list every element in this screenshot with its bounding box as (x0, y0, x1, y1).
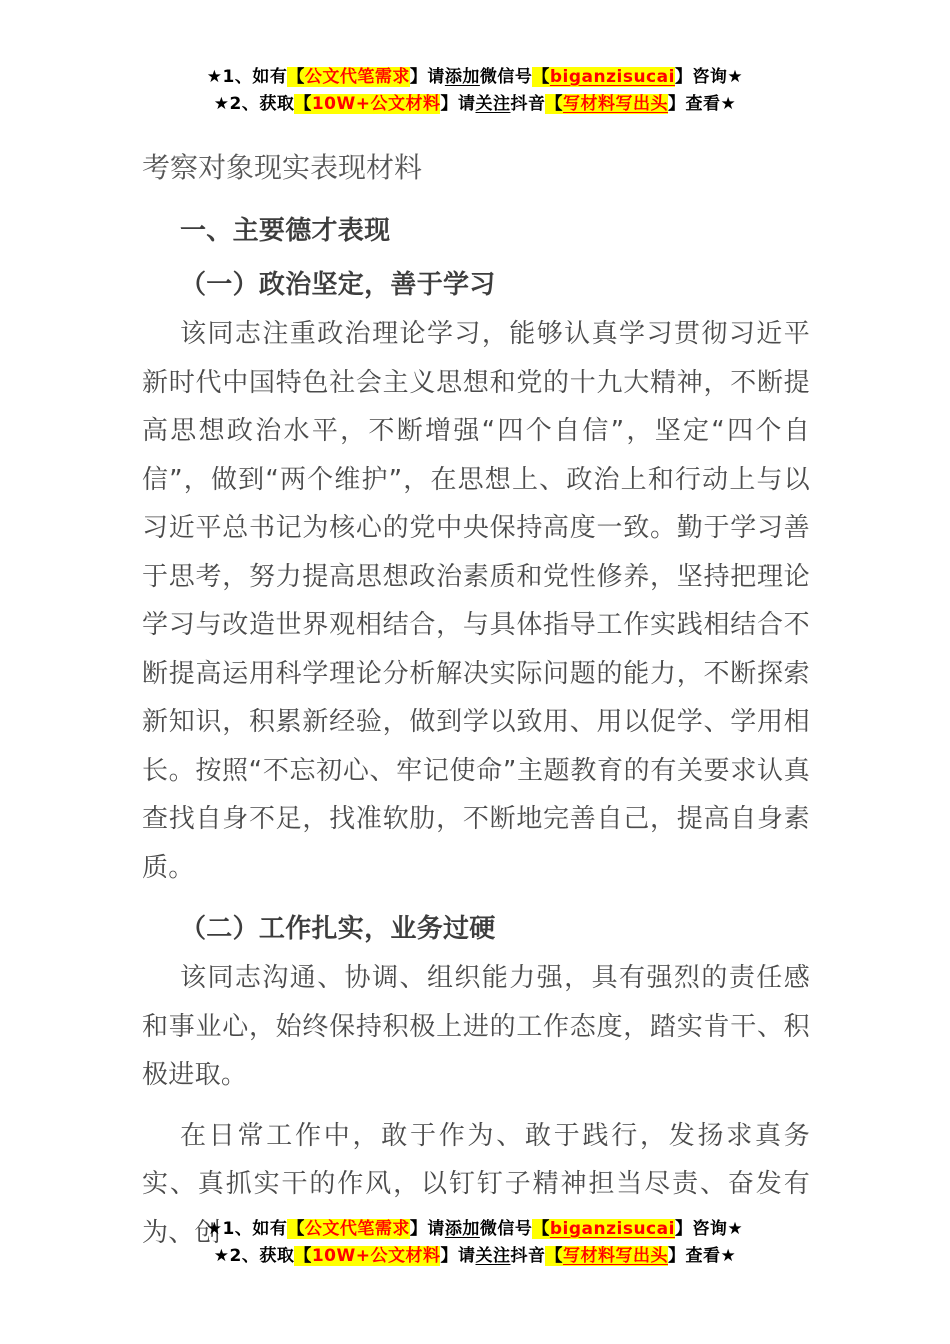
promo-segment: 写材料写出头 (562, 1246, 668, 1266)
document-body (142, 214, 810, 1257)
promo-segment: 】请 (409, 1219, 445, 1239)
promo-segment: 】请 (409, 67, 445, 87)
promo-segment: 公文代笔需求 (304, 67, 410, 87)
promo-segment: 微信号 (479, 67, 533, 87)
promo-segment: 【 (532, 67, 550, 87)
promo-segment: 【 (294, 94, 312, 114)
section-heading: 一、主要德才表现 (180, 216, 391, 246)
promo-segment: 10W+公文材料 (311, 94, 441, 114)
promo-footer-line1 (0, 1216, 950, 1243)
promo-segment: biganzisucai (549, 1219, 675, 1239)
promo-segment: 【 (545, 94, 563, 114)
section-heading: （二）工作扎实，业务过硬 (180, 914, 496, 944)
promo-banner-footer (0, 1216, 950, 1270)
promo-segment: 【 (532, 1219, 550, 1239)
promo-segment: 】咨询★ (674, 1219, 744, 1239)
promo-banner-header (0, 0, 950, 118)
promo-segment: 公文代笔需求 (304, 1219, 410, 1239)
promo-segment: 】查看★ (667, 1246, 737, 1266)
promo-segment: 】请 (440, 94, 476, 114)
promo-segment: 【 (294, 1246, 312, 1266)
promo-segment: 关注 (475, 1246, 511, 1266)
promo-segment: ★1、如有 (206, 1219, 288, 1239)
promo-header-line1 (0, 64, 950, 91)
promo-segment: 【 (545, 1246, 563, 1266)
promo-segment: 抖音 (510, 94, 546, 114)
promo-segment: 添加 (444, 67, 480, 87)
promo-segment: 添加 (444, 1219, 480, 1239)
promo-segment: 写材料写出头 (562, 94, 668, 114)
document-content (142, 152, 810, 1257)
paragraph: 该同志注重政治理论学习，能够认真学习贯彻习近平新时代中国特色社会主义思想和党的十九大精神，不断提高思想政治水平，不断增强“四个自信”，坚定“四个自信”，做到“两个维护”，在思想上、政治上和行动上与以习近平总书记为核心的党中央保持高度一致。勤于学习善于思考，努力提高思想政治素质和党性修养，坚持把理论学习与改造世界观相结合，与具体指导工作实践相结合不断提高运用科学理论分析解决实际问题的能力，不断探索新知识，积累新经验，做到学以致用、用以促学、学用相长。按照“不忘初心、牢记使命”主题教育的有关要求认真查找自身不足，找准软肋，不断地完善自己，提高自身素质。 (142, 319, 810, 883)
promo-segment: biganzisucai (549, 67, 675, 87)
promo-segment: 】请 (440, 1246, 476, 1266)
promo-segment: 】咨询★ (674, 67, 744, 87)
promo-segment: 关注 (475, 94, 511, 114)
section-heading: （一）政治坚定，善于学习 (180, 270, 496, 300)
document-title: 考察对象现实表现材料 (142, 151, 423, 184)
paragraph: 该同志沟通、协调、组织能力强，具有强烈的责任感和事业心，始终保持积极上进的工作态度，踏实肯干、积极进取。 (142, 963, 810, 1090)
promo-footer-line2 (0, 1243, 950, 1270)
promo-segment: ★2、获取 (213, 1246, 295, 1266)
promo-header-line2 (0, 91, 950, 118)
promo-segment: 抖音 (510, 1246, 546, 1266)
promo-segment: 【 (287, 1219, 305, 1239)
promo-segment: 】查看★ (667, 94, 737, 114)
promo-segment: 【 (287, 67, 305, 87)
promo-segment: 10W+公文材料 (311, 1246, 441, 1266)
promo-segment: 微信号 (479, 1219, 533, 1239)
paragraph: 在日常工作中，敢于作为、敢于践行，发扬求真务实、真抓实干的作风，以钉钉子精神担当尽责、奋发有为、创 (142, 1120, 810, 1248)
promo-segment: ★1、如有 (206, 67, 288, 87)
promo-segment: ★2、获取 (213, 94, 295, 114)
